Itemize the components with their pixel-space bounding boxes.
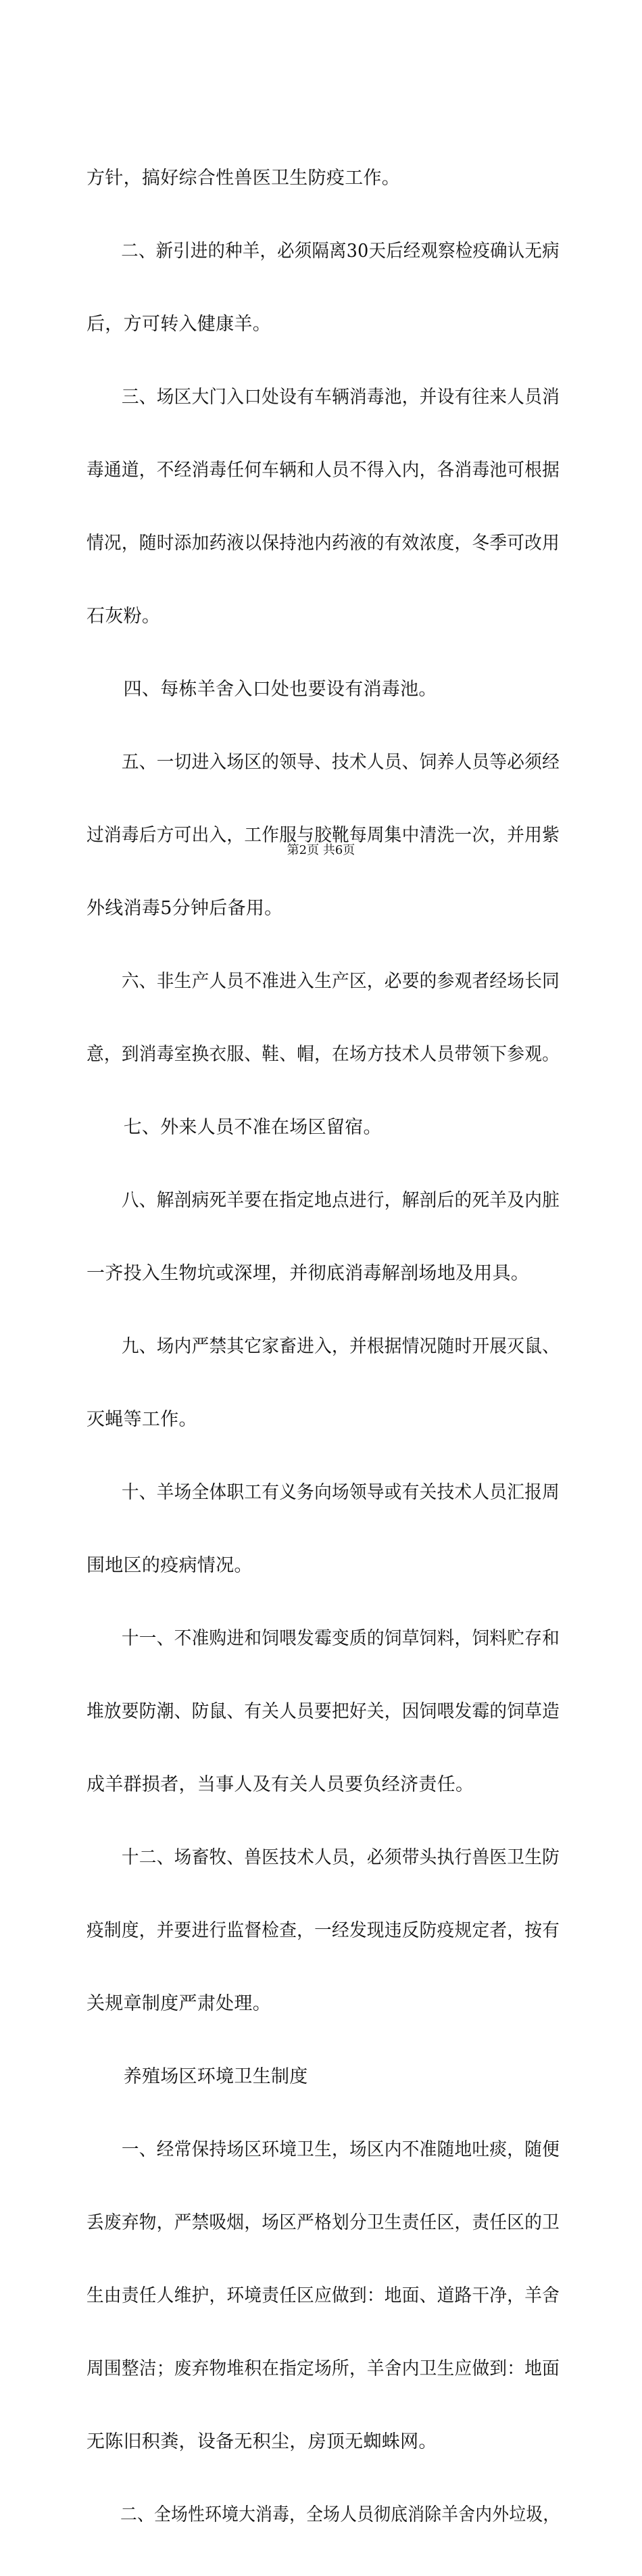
- text-line: 十一、不准购进和饲喂发霉变质的饲草饲料，饲料贮存和: [87, 1628, 560, 1649]
- text-line: 堆放要防潮、防鼠、有关人员要把好关，因饲喂发霉的饲草造: [87, 1701, 560, 1722]
- text-line: 一齐投入生物坑或深埋，并彻底消毒解剖场地及用具。: [87, 1263, 530, 1284]
- text-line: 七、外来人员不准在场区留宿。: [87, 1117, 382, 1138]
- text-line: 关规章制度严肃处理。: [87, 1993, 271, 2014]
- text-line: 五、一切进入场区的领导、技术人员、饲养人员等必须经: [87, 752, 560, 773]
- text-line: 六、非生产人员不准进入生产区，必要的参观者经场长同: [87, 971, 560, 992]
- text-line: 无陈旧积粪，设备无积尘，房顶无蜘蛛网。: [87, 2431, 437, 2452]
- text-line: 生由责任人维护，环境责任区应做到：地面、道路干净，羊舍: [87, 2285, 560, 2306]
- text-line: 后，方可转入健康羊。: [87, 314, 271, 335]
- text-line: 九、场内严禁其它家畜进入，并根据情况随时开展灭鼠、: [87, 1336, 560, 1357]
- text-line: 毒通道，不经消毒任何车辆和人员不得入内，各消毒池可根据: [87, 460, 560, 481]
- body-text: [87, 118, 560, 2576]
- text-line: 四、每栋羊舍入口处也要设有消毒池。: [87, 679, 437, 700]
- text-line: 过消毒后方可出入，工作服与胶靴每周集中清洗一次，并用紫: [87, 825, 560, 846]
- text-line: 三、场区大门入口处设有车辆消毒池，并设有往来人员消: [87, 387, 560, 408]
- text-line: 成羊群损者，当事人及有关人员要负经济责任。: [87, 1774, 474, 1795]
- section-heading: 养殖场区环境卫生制度: [87, 2066, 308, 2087]
- document-body: [87, 118, 560, 2576]
- text-line: 十二、场畜牧、兽医技术人员，必须带头执行兽医卫生防: [87, 1847, 560, 1868]
- text-line: 灭蝇等工作。: [87, 1409, 197, 1430]
- text-line: 丢废弃物，严禁吸烟，场区严格划分卫生责任区，责任区的卫: [87, 2212, 560, 2233]
- text-line: 方针，搞好综合性兽医卫生防疫工作。: [87, 168, 401, 189]
- text-line: 八、解剖病死羊要在指定地点进行，解剖后的死羊及内脏: [87, 1190, 560, 1211]
- text-line: 石灰粉。: [87, 606, 161, 627]
- text-line: 一、经常保持场区环境卫生，场区内不准随地吐痰，随便: [87, 2139, 560, 2160]
- text-line: 外线消毒5分钟后备用。: [87, 898, 283, 919]
- text-line: 二、全场性环境大消毒，全场人员彻底消除羊舍内外垃圾，: [87, 2504, 560, 2525]
- text-line: 二、新引进的种羊，必须隔离30天后经观察检疫确认无病: [87, 241, 560, 262]
- text-line: 周围整洁；废弃物堆积在指定场所，羊舍内卫生应做到：地面: [87, 2358, 560, 2379]
- text-line: 情况，随时添加药液以保持池内药液的有效浓度，冬季可改用: [87, 533, 560, 554]
- text-line: 围地区的疫病情况。: [87, 1555, 253, 1576]
- text-line: 疫制度，并要进行监督检查，一经发现违反防疫规定者，按有: [87, 1920, 560, 1941]
- text-line: 意，到消毒室换衣服、鞋、帽，在场方技术人员带领下参观。: [87, 1044, 560, 1065]
- page-number-footer: 第2页 共6页: [287, 843, 355, 857]
- text-line: 十、羊场全体职工有义务向场领导或有关技术人员汇报周: [87, 1482, 560, 1503]
